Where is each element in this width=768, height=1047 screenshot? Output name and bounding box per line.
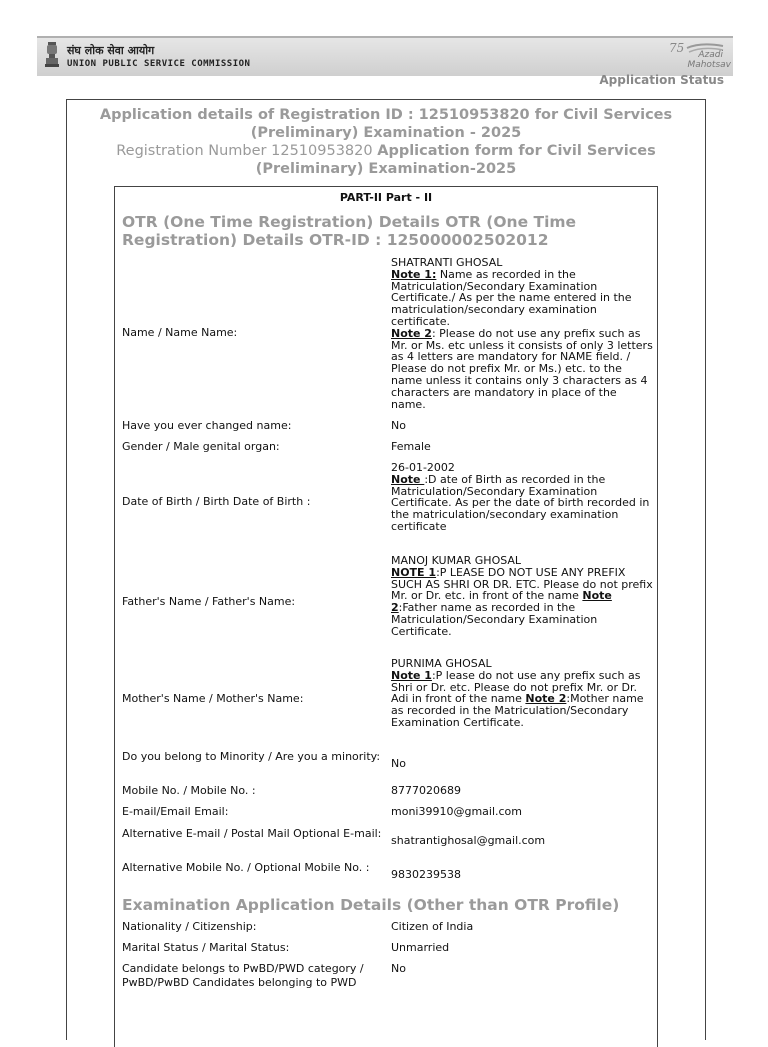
- alt-email-value: shatrantighosal@gmail.com: [391, 834, 546, 847]
- otr-heading-line-1: OTR (One Time Registration) Details OTR (One Time: [122, 213, 577, 231]
- part-heading: PART-II Part - II: [339, 191, 433, 204]
- name-value: SHATRANTI GHOSAL: [391, 256, 503, 269]
- alt-mobile-value: 9830239538: [391, 868, 461, 881]
- mother-label: Mother's Name / Mother's Name:: [122, 692, 304, 705]
- mobile-value: 8777020689: [391, 784, 461, 797]
- title-line-4: (Preliminary) Examination-2025: [255, 161, 517, 177]
- exam-section-heading: Examination Application Details (Other than OTR Profile): [122, 896, 620, 914]
- site-header: [37, 36, 733, 76]
- name-note-1: Note 1: Name as recorded in the Matriculation/Secondary Examination Certificate./ As per the name entered in the matriculation/secondary examination certificate.: [391, 267, 632, 328]
- details-table: [114, 186, 658, 1047]
- mother-value: PURNIMA GHOSAL: [391, 657, 492, 670]
- alt-email-label: Alternative E-mail / Postal Mail Optional E-mail:: [122, 827, 382, 840]
- pwbd-value: No: [391, 962, 406, 975]
- marital-label: Marital Status / Marital Status:: [122, 941, 290, 954]
- logo-text-top: Azadi: [698, 50, 723, 60]
- dob-label: Date of Birth / Birth Date of Birth :: [122, 495, 311, 508]
- alt-mobile-label: Alternative Mobile No. / Optional Mobile No. :: [122, 861, 370, 874]
- father-notes: NOTE 1:P LEASE DO NOT USE ANY PREFIX SUCH AS SHRI OR DR. ETC. Please do not prefix Mr. or Dr. etc. in front of the name Note 2:Father name as recorded in the Matriculation/Secondary Examination Certificate.: [391, 565, 653, 638]
- dob-note: Note :D ate of Birth as recorded in the Matriculation/Secondary Examination Certificate. As per the date of birth recorded in the matriculation/secondary examination certificate: [391, 472, 650, 533]
- gender-label: Gender / Male genital organ:: [122, 440, 280, 453]
- page-label: Application Status: [599, 73, 724, 87]
- father-value-block: [391, 555, 653, 638]
- pwbd-label: Candidate belongs to PwBD/PWD category / PwBD/PwBD Candidates belonging to PWD: [122, 962, 364, 989]
- title-line-2: (Preliminary) Examination - 2025: [250, 125, 522, 141]
- father-label: Father's Name / Father's Name:: [122, 595, 296, 608]
- nationality-label: Nationality / Citizenship:: [122, 920, 257, 933]
- application-panel: [66, 99, 706, 1040]
- email-label: E-mail/Email Email:: [122, 805, 229, 818]
- gender-value: Female: [391, 440, 431, 453]
- title-line-3: Registration Number 12510953820 Application form for Civil Services: [116, 143, 656, 159]
- mobile-label: Mobile No. / Mobile No. :: [122, 784, 256, 797]
- national-emblem-icon: [45, 42, 59, 68]
- title-line-1: Application details of Registration ID : 12510953820 for Civil Services: [99, 107, 673, 123]
- mother-notes: Note 1:P lease do not use any prefix such as Shri or Dr. etc. Please do not prefix Mr. or Dr. Adi in front of the name Note 2:Mother name as recorded in the Matriculation/Secondary Examination Certificate.: [391, 668, 644, 729]
- marital-value: Unmarried: [391, 941, 450, 954]
- svg-text:75: 75: [669, 41, 685, 55]
- father-value: MANOJ KUMAR GHOSAL: [391, 554, 522, 567]
- changed-name-label: Have you ever changed name:: [122, 419, 292, 432]
- logo-text-bottom: Mahotsav: [687, 60, 731, 70]
- name-value-block: [391, 257, 653, 410]
- changed-name-value: No: [391, 419, 406, 432]
- minority-value: No: [391, 757, 406, 770]
- org-name-english: UNION PUBLIC SERVICE COMMISSION: [67, 59, 251, 69]
- mother-value-block: [391, 658, 653, 729]
- email-value: moni39910@gmail.com: [391, 805, 523, 818]
- name-label: Name / Name Name:: [122, 326, 238, 339]
- dob-value-block: [391, 462, 653, 533]
- org-name-hindi: संघ लोक सेवा आयोग: [67, 44, 155, 57]
- nationality-value: Citizen of India: [391, 920, 474, 933]
- minority-label: Do you belong to Minority / Are you a minority:: [122, 750, 381, 763]
- dob-value: 26-01-2002: [391, 461, 455, 474]
- name-note-2: Note 2: Please do not use any prefix such as Mr. or Ms. etc unless it consists of only 3 letters as 4 letters are mandatory for NAME field. / Please do not prefix Mr. or Ms.) etc. to the name unless it contains only 3 characters as 4 characters are mandatory in place of the name.: [391, 326, 653, 411]
- otr-heading-line-2: Registration) Details OTR-ID : 125000002502012: [122, 231, 549, 249]
